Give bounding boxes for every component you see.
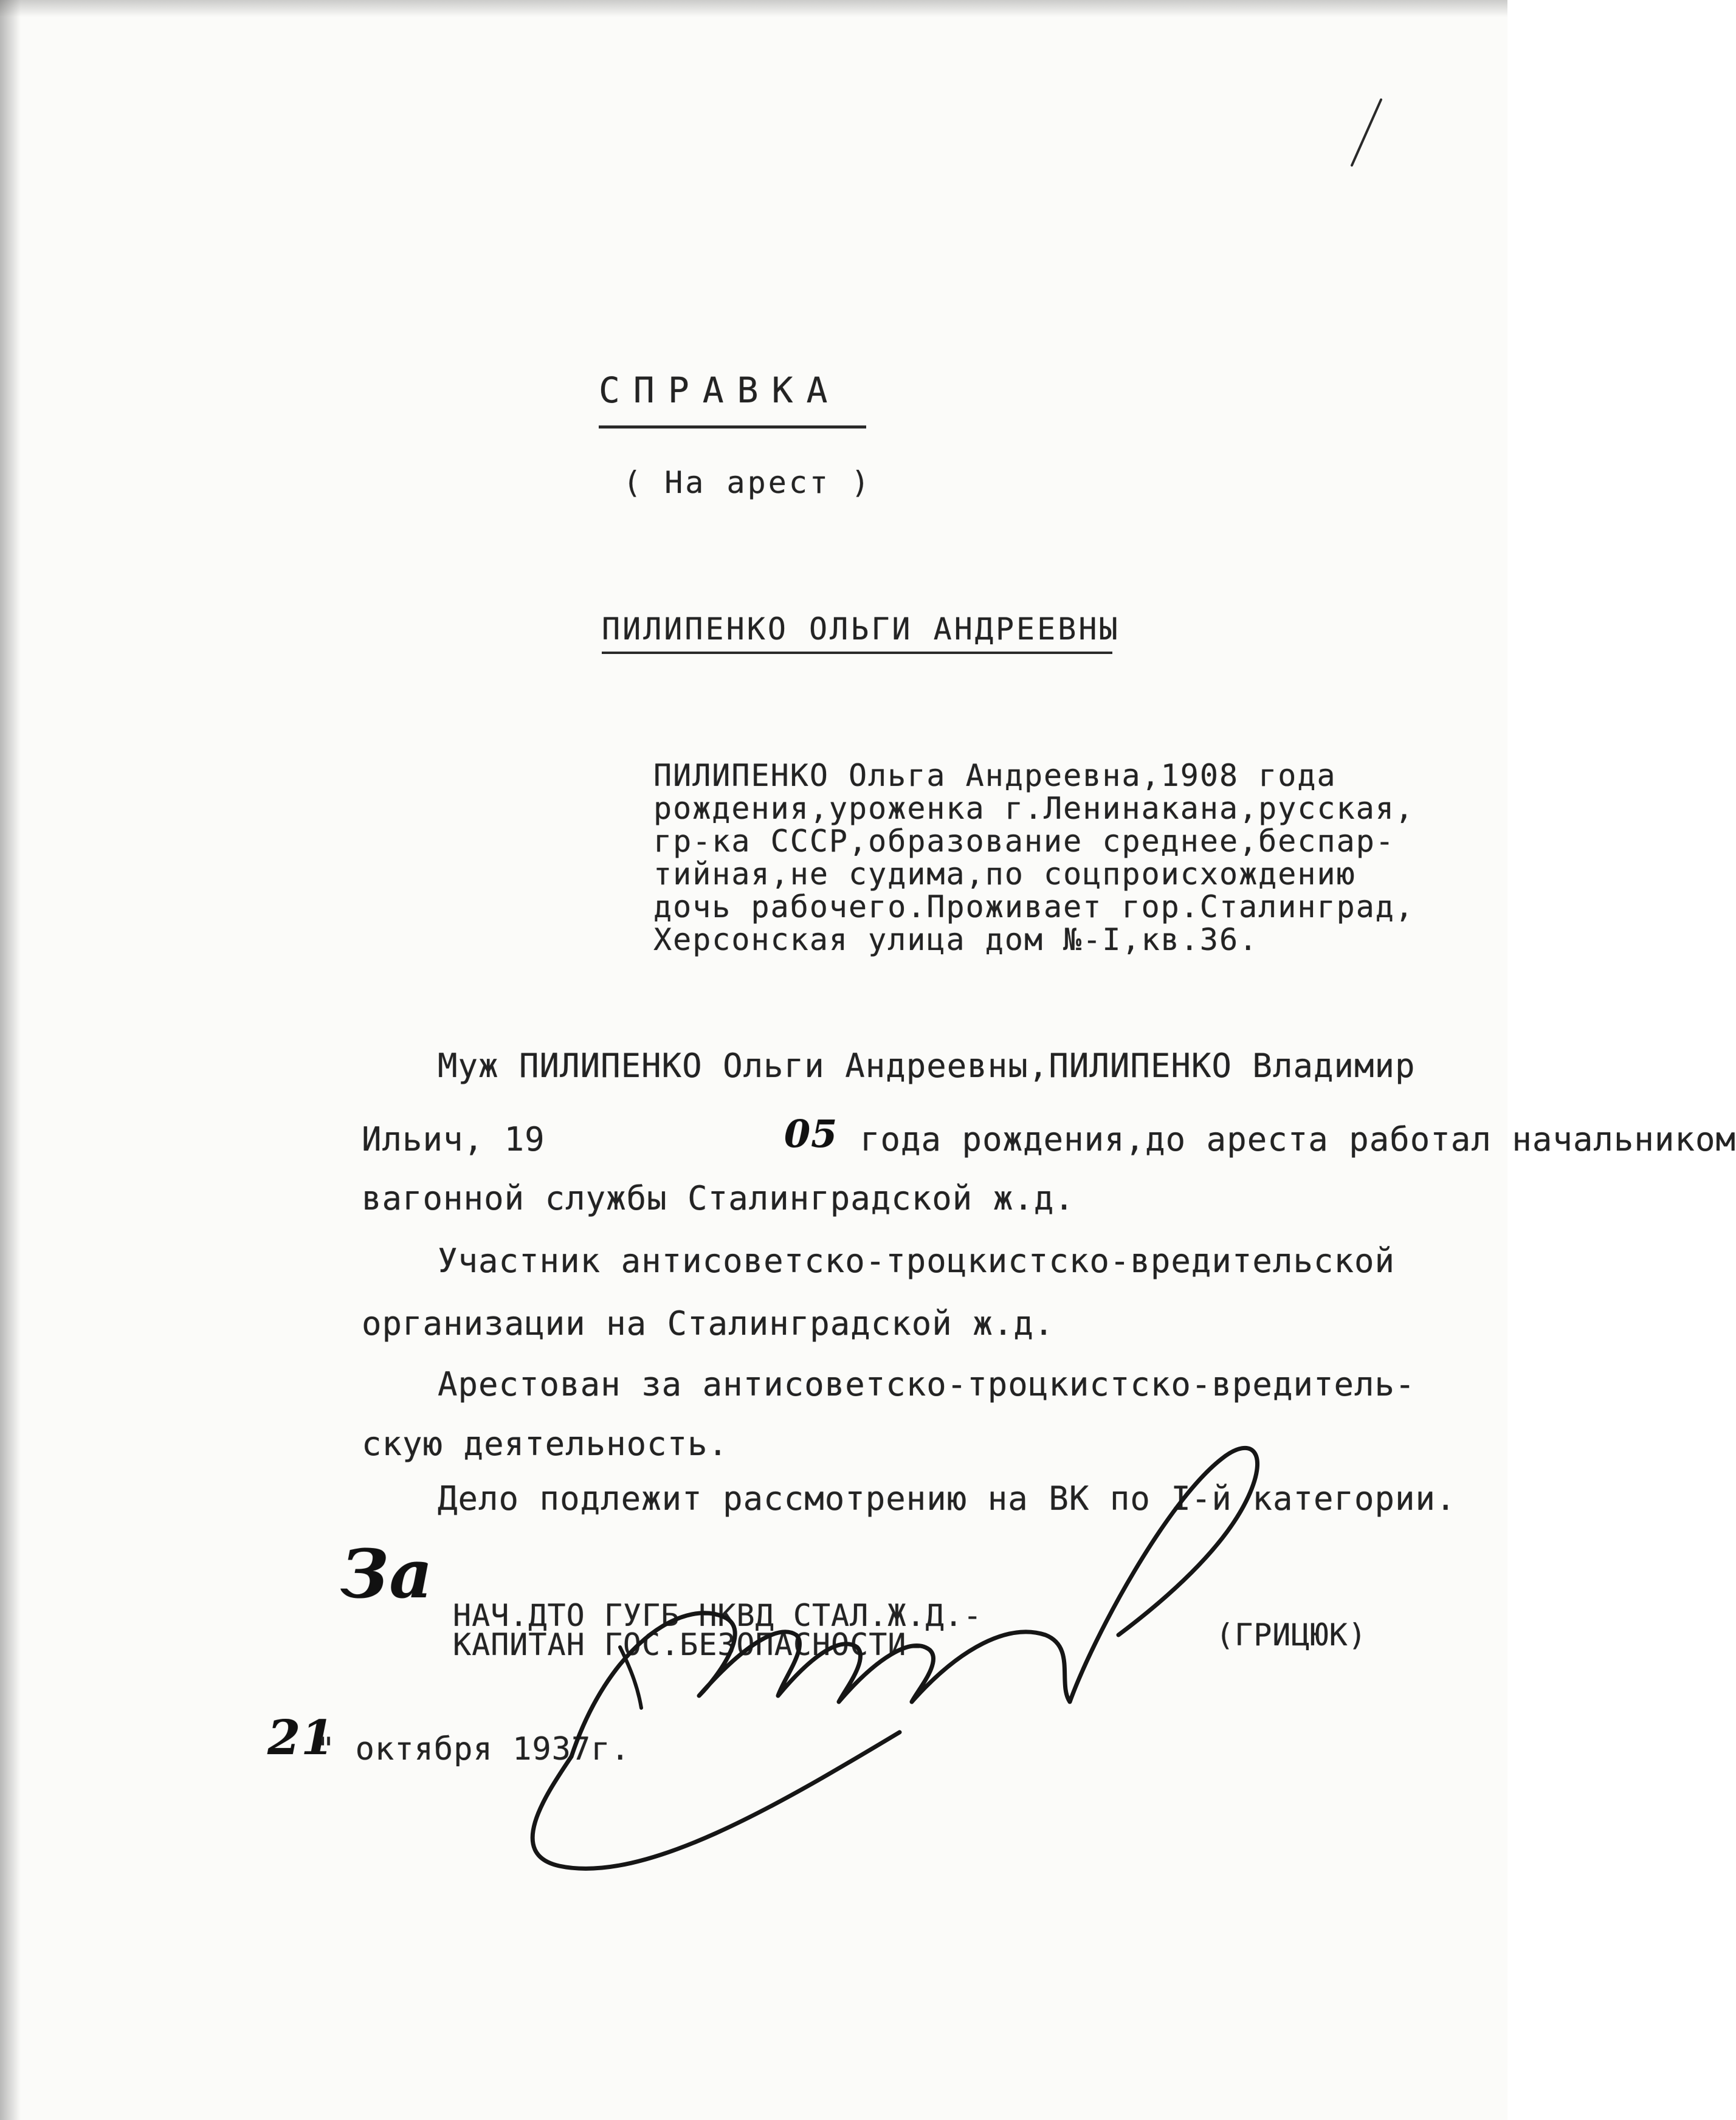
- info-line: гр-ка СССР,образование среднее,беспар-: [653, 824, 1395, 859]
- info-line: ПИЛИПЕНКО Ольга Андреевна,1908 года: [653, 758, 1337, 793]
- info-line: Херсонская улица дом №-I,кв.36.: [653, 922, 1259, 957]
- document-subtitle: ( На арест ): [623, 465, 872, 500]
- scan-edge-shadow: [0, 0, 21, 2120]
- body-line: Дело подлежит рассмотрению на ВК по I-й категории.: [438, 1479, 1456, 1518]
- subject-name-heading: ПИЛИПЕНКО ОЛЬГИ АНДРЕЕВНЫ: [602, 611, 1120, 647]
- handwritten-resolution: За: [340, 1535, 433, 1613]
- body-line: Арестован за антисоветско-троцкистско-вредитель-: [438, 1365, 1416, 1403]
- body-line: скую деятельность.: [362, 1425, 729, 1463]
- body-line: года рождения,до ареста работал начальником: [860, 1120, 1736, 1158]
- body-line: Ильич, 19: [362, 1120, 545, 1158]
- document-title: СПРАВКА: [599, 370, 841, 411]
- body-line: вагонной службы Сталинградской ж.д.: [362, 1179, 1075, 1217]
- info-line: тийная,не судима,по соцпроисхождению: [653, 856, 1356, 892]
- signatory-name: (ГРИЦЮК): [1216, 1617, 1367, 1653]
- signature-title-line-2: КАПИТАН ГОС.БЕЗОПАСНОСТИ-: [453, 1627, 926, 1662]
- date-text: " октября 1937г.: [316, 1731, 630, 1767]
- info-line: дочь рабочего.Проживает гор.Сталинград,: [653, 889, 1414, 924]
- handwritten-day: 21: [267, 1710, 335, 1766]
- scan-top-shadow: [0, 0, 1507, 17]
- title-underline: [599, 425, 866, 428]
- handwritten-year-digits: 05: [784, 1112, 838, 1156]
- body-line: Участник антисоветско-троцкистско-вредительской: [438, 1242, 1396, 1280]
- signature-title-line-1: НАЧ.ДТО ГУГБ НКВД СТАЛ.Ж.Д.-: [453, 1598, 982, 1633]
- subject-name-underline: [602, 652, 1112, 654]
- handwritten-signature: [523, 1416, 1447, 1878]
- body-line: Муж ПИЛИПЕНКО Ольги Андреевны,ПИЛИПЕНКО Владимир: [438, 1047, 1416, 1085]
- body-line: организации на Сталинградской ж.д.: [362, 1304, 1055, 1343]
- info-line: рождения,уроженка г.Ленинакана,русская,: [653, 791, 1414, 826]
- pencil-mark: [1343, 97, 1392, 170]
